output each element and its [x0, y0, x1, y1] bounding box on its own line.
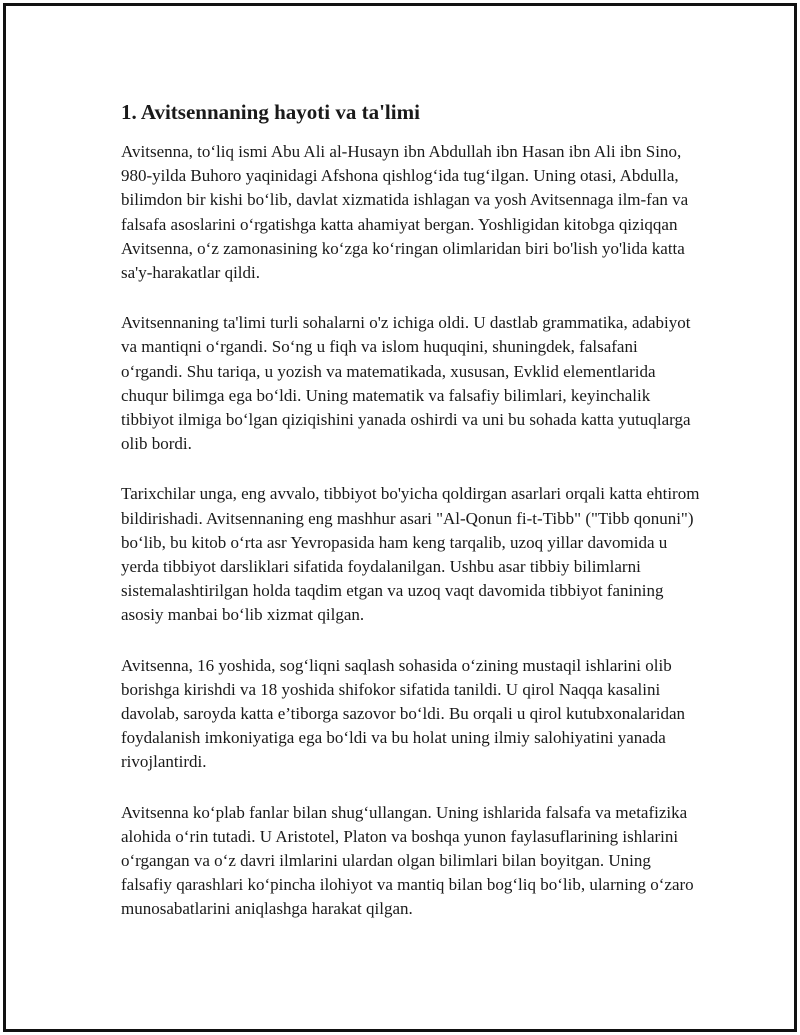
- document-body: [121, 98, 701, 948]
- paragraph-5: Avitsenna ko‘plab fanlar bilan shug‘ullangan. Uning ishlarida falsafa va metafizika alohida o‘rin tutadi. U Aristotel, Platon va boshqa yunon faylasuflarining ishlarini o‘rgangan va o‘z davri ilmlarini ulardan olgan bilimlari bilan boyitgan. Uning falsafiy qarashlari ko‘pincha ilohiyot va mantiq bilan bog‘liq bo‘lib, ularning o‘zaro munosabatlarini aniqlashga harakat qilgan.: [121, 802, 694, 919]
- paragraph-2: Avitsennaning ta'limi turli sohalarni o'z ichiga oldi. U dastlab grammatika, adabiyot va mantiqni o‘rgandi. So‘ng u fiqh va islom huquqini, shuningdek, falsafani o‘rgandi. Shu tariqa, u yozish va matematikada, xususan, Evklid elementlarida chuqur bilimga ega bo‘ldi. Uning matematik va falsafiy bilimlari, keyinchalik tibbiyot ilmiga bo‘lgan qiziqishini yanada oshirdi va uni bu sohada katta yutuqlarga olib bordi.: [121, 313, 691, 454]
- page-frame: [3, 3, 797, 1032]
- paragraph-3: Tarixchilar unga, eng avvalo, tibbiyot bo'yicha qoldirgan asarlari orqali katta ehtirom bildirishadi. Avitsennaning eng mashhur asari "Al-Qonun fi-t-Tibb" ("Tibb qonuni") bo‘lib, bu kitob o‘rta asr Yevropasida ham keng tarqalib, uzoq yillar davomida u yerda tibbiyot darsliklari sifatida foydalanilgan. Ushbu asar tibbiy bilimlarni sistemalashtirilgan holda taqdim etgan va uzoq vaqt davomida tibbiyot fanining asosiy manbai bo‘lib xizmat qilgan.: [121, 484, 700, 625]
- section-heading: 1. Avitsennaning hayoti va ta'limi: [121, 100, 420, 124]
- paragraph-1: Avitsenna, to‘liq ismi Abu Ali al-Husayn ibn Abdullah ibn Hasan ibn Ali ibn Sino, 980-yilda Buhoro yaqinidagi Afshona qishlog‘ida tug‘ilgan. Uning otasi, Abdulla, bilimdon bir kishi bo‘lib, davlat xizmatida ishlagan va yosh Avitsennaga ilm-fan va falsafa asoslarini o‘rgatishga katta ahamiyat bergan. Yoshligidan kitobga qiziqqan Avitsenna, o‘z zamonasining ko‘zga ko‘ringan olimlaridan biri bo'lish yo'lida katta sa'y-harakatlar qildi.: [121, 142, 689, 283]
- paragraph-4: Avitsenna, 16 yoshida, sog‘liqni saqlash sohasida o‘zining mustaqil ishlarini olib borishga kirishdi va 18 yoshida shifokor sifatida tanildi. U qirol Naqqa kasalini davolab, saroyda katta e’tiborga sazovor bo‘ldi. Bu orqali u qirol kutubxonalaridan foydalanish imkoniyatiga ega bo‘ldi va bu holat uning ilmiy salohiyatini yanada rivojlantirdi.: [121, 655, 686, 772]
